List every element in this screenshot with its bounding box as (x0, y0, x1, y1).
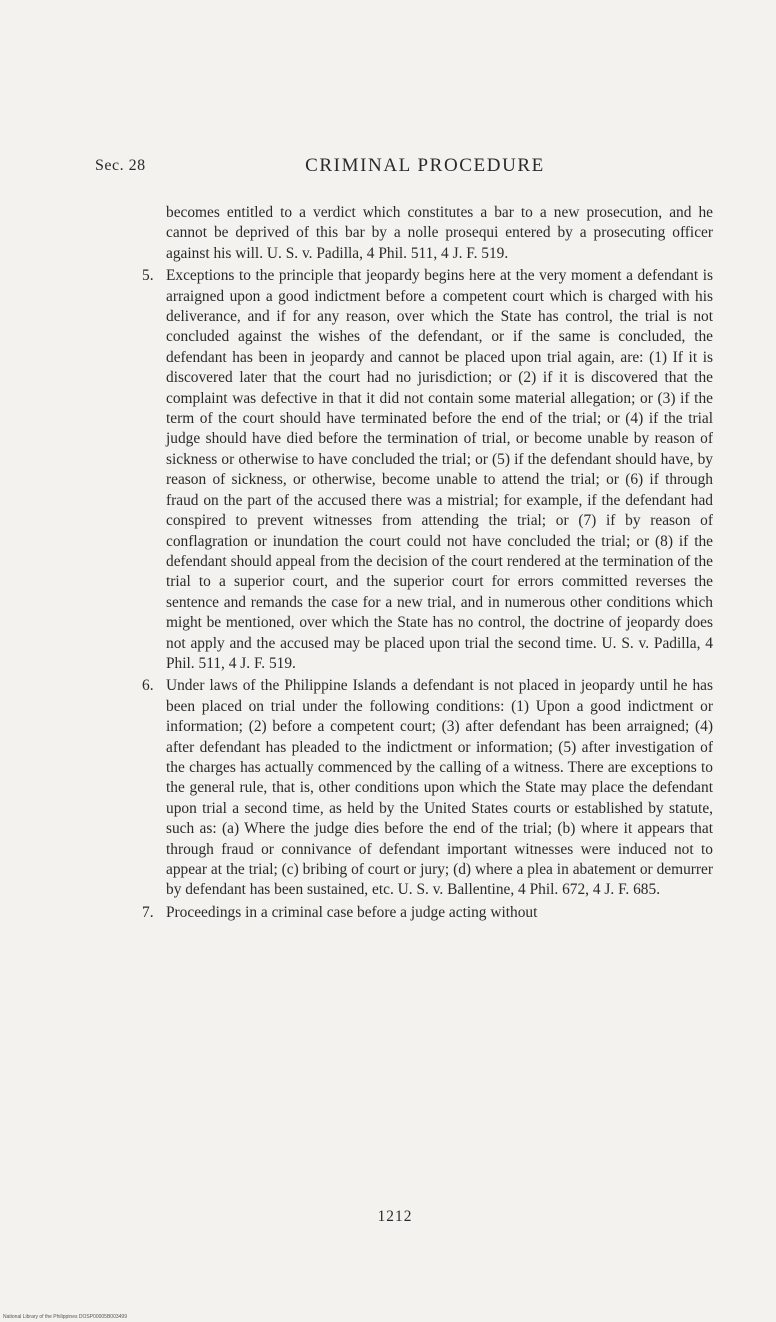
paragraph-text: Under laws of the Philippine Islands a defendant is not placed in jeopardy until he has been placed on trial under the following conditions: (1) Upon a good indictment or information; (2) before a competent court; (3) after defendant has been arraigned; (4) after defendant has pleaded to the indictment or information; (5) after investigation of the charges has actually commenced by the calling of a witness. There are exceptions to the general rule, that is, other conditions upon which the State may place the defendant upon trial a second time, as held by the United States courts or established by statute, such as: (a) Where the judge dies before the end of the trial; (b) where it appears that through fraud or connivance of defendant important witnesses were induced not to appear at the trial; (c) bribing of court or jury; (d) where a plea in abatement or demurrer by defendant has been sustained, etc. U. S. v. Ballentine, 4 Phil. 672, 4 J. F. 685. (166, 677, 713, 899)
numbered-paragraph-6 (108, 676, 713, 900)
section-label: Sec. 28 (95, 157, 146, 174)
paragraph-text: becomes entitled to a verdict which constitutes a bar to a new prosecution, and he cannot be deprived of this bar by a nolle prosequi entered by a prosecuting officer against his will. U. S. v. Padilla, 4 Phil. 511, 4 J. F. 519. (166, 204, 713, 262)
paragraph-number: 5. (142, 267, 154, 285)
page-number: 1212 (377, 1208, 413, 1225)
paragraph-number: 7. (142, 903, 154, 921)
body-text (108, 203, 713, 923)
paragraph-text: Exceptions to the principle that jeopardy begins here at the very moment a defendant is arraigned upon a good indictment before a competent court which is charged with his deliverance, and if for any reason, over which the State has control, the trial is not concluded against the wishes of the defendant, or if the same is concluded, the defendant has been in jeopardy and cannot be placed upon trial again, are: (1) If it is discovered later that the court had no jurisdiction; or (2) if it is discovered that the complaint was defective in that it did not contain some material allegation; or (3) if the term of the court should have terminated before the end of the trial; or (4) if the trial judge should have died before the termination of trial, or become unable by reason of sickness or otherwise to have concluded the trial; or (5) if the defendant should have, by reason of sickness, or otherwise, become unable to attend the trial; or (6) if through fraud on the part of the accused there was a mistrial; for example, if the defendant had conspired to prevent witnesses from attending the trial; or (7) if by reason of conflagration or inundation the court could not have concluded the trial; or (8) if the defendant should appeal from the decision of the court rendered at the termination of the trial to a superior court, and the superior court for errors committed reverses the sentence and remands the case for a new trial, and in numerous other conditions which might be mentioned, over which the State has no control, the doctrine of jeopardy does not apply and the accused may be placed upon trial the second time. U. S. v. Padilla, 4 Phil. 511, 4 J. F. 519. (166, 267, 713, 672)
running-head (95, 157, 715, 181)
numbered-paragraph-5 (108, 266, 713, 674)
paragraph-continued (108, 203, 713, 264)
numbered-paragraph-7 (108, 903, 713, 923)
footer-credit: National Library of the Philippines DOSP00005B003499 (3, 1314, 127, 1320)
paragraph-text: Proceedings in a criminal case before a judge acting without (166, 903, 538, 921)
paragraph-number: 6. (142, 677, 154, 695)
book-title: CRIMINAL PROCEDURE (305, 155, 545, 176)
